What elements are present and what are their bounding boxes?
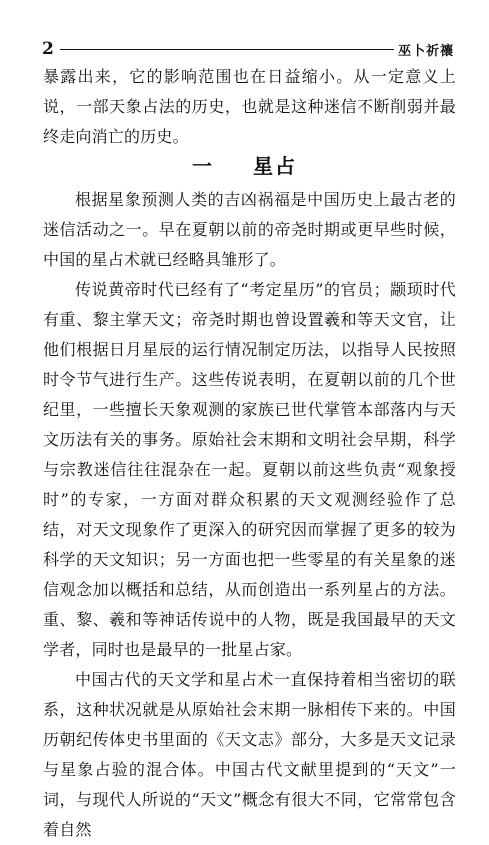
section-title: 星占: [252, 154, 297, 178]
paragraph: 根据星象预测人类的吉凶祸福是中国历史上最古老的迷信活动之一。早在夏朝以前的帝尧时期或更早些时候，中国的星占术就已经略具雏形了。: [43, 190, 456, 269]
paragraph: 中国古代的天文学和星占术一直保持着相当密切的联系，这种状况就是从原始社会末期一脉相传下来的。中国历朝纪传体史书里面的《天文志》部分，大多是天文记录与星象占验的混合体。中国古代文献里提到的“天文”一词，与现代人所说的“天文”概念有很大不同，它常常包含着自然: [43, 670, 456, 839]
paragraph: 传说黄帝时代已经有了“考定星历”的官员；颛顼时代有重、黎主掌天文；帝尧时期也曾设置羲和等天文官，让他们根据日月星辰的运行情况制定历法，以指导人民按照时令节气进行生产。这些传说表明，在夏朝以前的几个世纪里，一些擅长天象观测的家族已世代掌管本部落内与天文历法有关的事务。原始社会末期和文明社会早期，科学与宗教迷信往往混杂在一起。夏朝以前这些负责“观象授时”的专家，一方面对群众积累的天文观测经验作了总结，对天文现象作了更深入的研究因而掌握了更多的较为科学的天文知识；另一方面也把一些零星的有关星象的迷信观念加以概括和总结，从而创造出一系列星占的方法。重、黎、羲和等神话传说中的人物，既是我国最早的天文学者，同时也是最早的一批星占家。: [43, 280, 456, 659]
page-number: 2: [42, 38, 54, 59]
section-body: [43, 185, 456, 845]
running-head: 巫卜祈禳: [397, 43, 454, 59]
page-header: [42, 38, 454, 60]
section-heading: [0, 150, 489, 180]
header-rule: [60, 49, 394, 50]
section-number: 一: [192, 154, 215, 178]
intro-block: [43, 62, 456, 152]
intro-paragraph: 暴露出来，它的影响范围也在日益缩小。从一定意义上说，一部天象占法的历史，也就是这种迷信不断削弱并最终走向消亡的历史。: [43, 67, 456, 146]
